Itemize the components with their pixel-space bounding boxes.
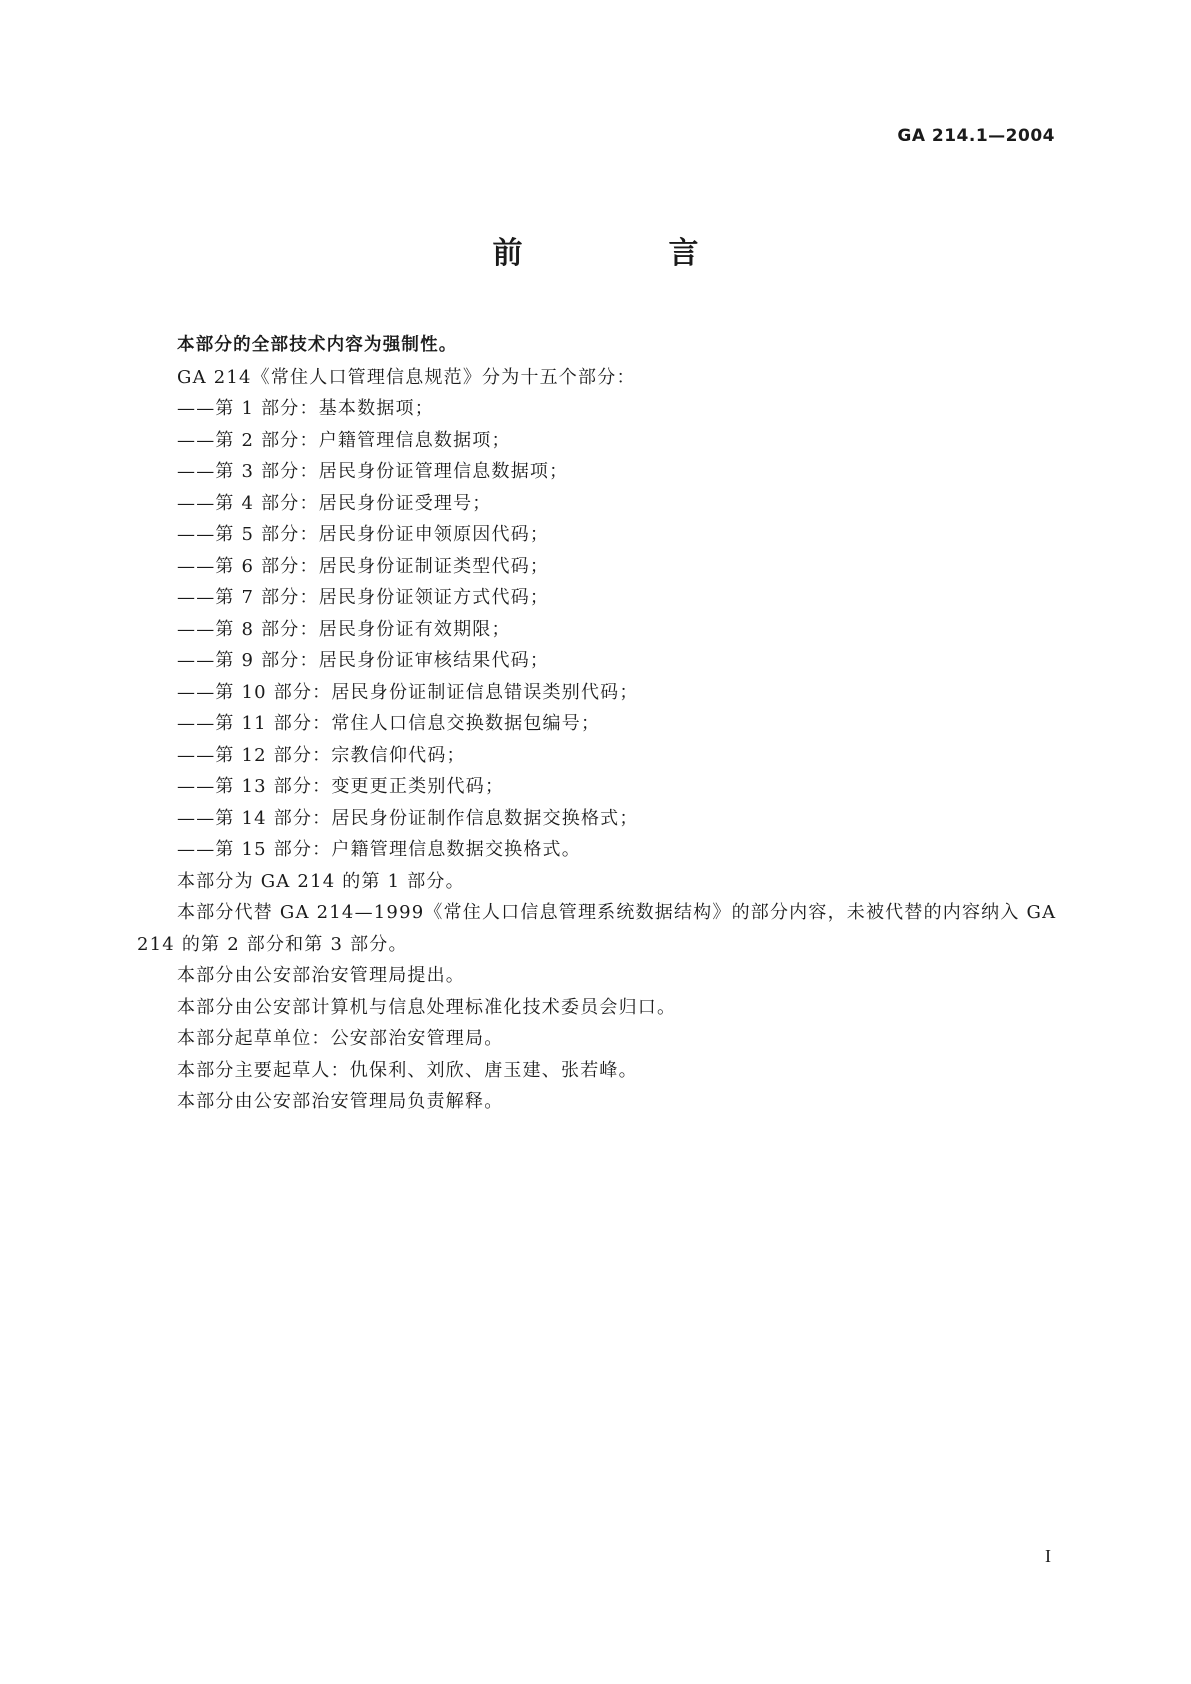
list-item: ——第 3 部分：居民身份证管理信息数据项；: [177, 461, 569, 482]
list-item: ——第 12 部分：宗教信仰代码；: [177, 744, 466, 766]
intro-paragraph: GA 214《常住人口管理信息规范》分为十五个部分：: [177, 366, 636, 388]
standard-number: GA 214.1—2004: [897, 126, 1055, 146]
replaces-paragraph: 本部分代替 GA 214—1999《常住人口信息管理系统数据结构》的部分内容，未被代替的内容纳入 GA 214 的第 2 部分和第 3 部分。: [137, 902, 1057, 955]
list-item: ——第 5 部分：居民身份证申领原因代码；: [177, 524, 550, 545]
centralized-by-paragraph: 本部分由公安部计算机与信息处理标准化技术委员会归口。: [177, 996, 677, 1018]
list-item: ——第 14 部分：居民身份证制作信息数据交换格式；: [177, 807, 639, 829]
list-item: ——第 9 部分：居民身份证审核结果代码；: [177, 650, 550, 671]
list-item: ——第 11 部分：常住人口信息交换数据包编号；: [177, 713, 601, 734]
list-item: ——第 1 部分：基本数据项；: [177, 398, 434, 419]
parts-list: [137, 393, 1062, 866]
drafters-paragraph: 本部分主要起草人：仇保利、刘欣、唐玉建、张若峰。: [177, 1059, 638, 1081]
page-number: I: [1045, 1546, 1051, 1566]
list-item: ——第 15 部分：户籍管理信息数据交换格式。: [177, 839, 581, 860]
list-item: ——第 13 部分：变更更正类别代码；: [177, 776, 505, 797]
list-item: ——第 8 部分：居民身份证有效期限；: [177, 618, 511, 640]
interpretation-paragraph: 本部分由公安部治安管理局负责解释。: [177, 1091, 504, 1112]
list-item: ——第 4 部分：居民身份证受理号；: [177, 492, 492, 514]
list-item: ——第 6 部分：居民身份证制证类型代码；: [177, 555, 550, 577]
foreword-body: [137, 330, 1062, 1118]
page-title: 前 言: [492, 236, 757, 271]
part-of-paragraph: 本部分为 GA 214 的第 1 部分。: [177, 870, 465, 892]
mandatory-statement: 本部分的全部技术内容为强制性。: [177, 335, 458, 355]
drafting-unit-paragraph: 本部分起草单位：公安部治安管理局。: [177, 1028, 504, 1049]
proposed-by-paragraph: 本部分由公安部治安管理局提出。: [177, 965, 465, 986]
list-item: ——第 10 部分：居民身份证制证信息错误类别代码；: [177, 681, 639, 703]
list-item: ——第 2 部分：户籍管理信息数据项；: [177, 429, 511, 451]
list-item: ——第 7 部分：居民身份证领证方式代码；: [177, 587, 550, 608]
